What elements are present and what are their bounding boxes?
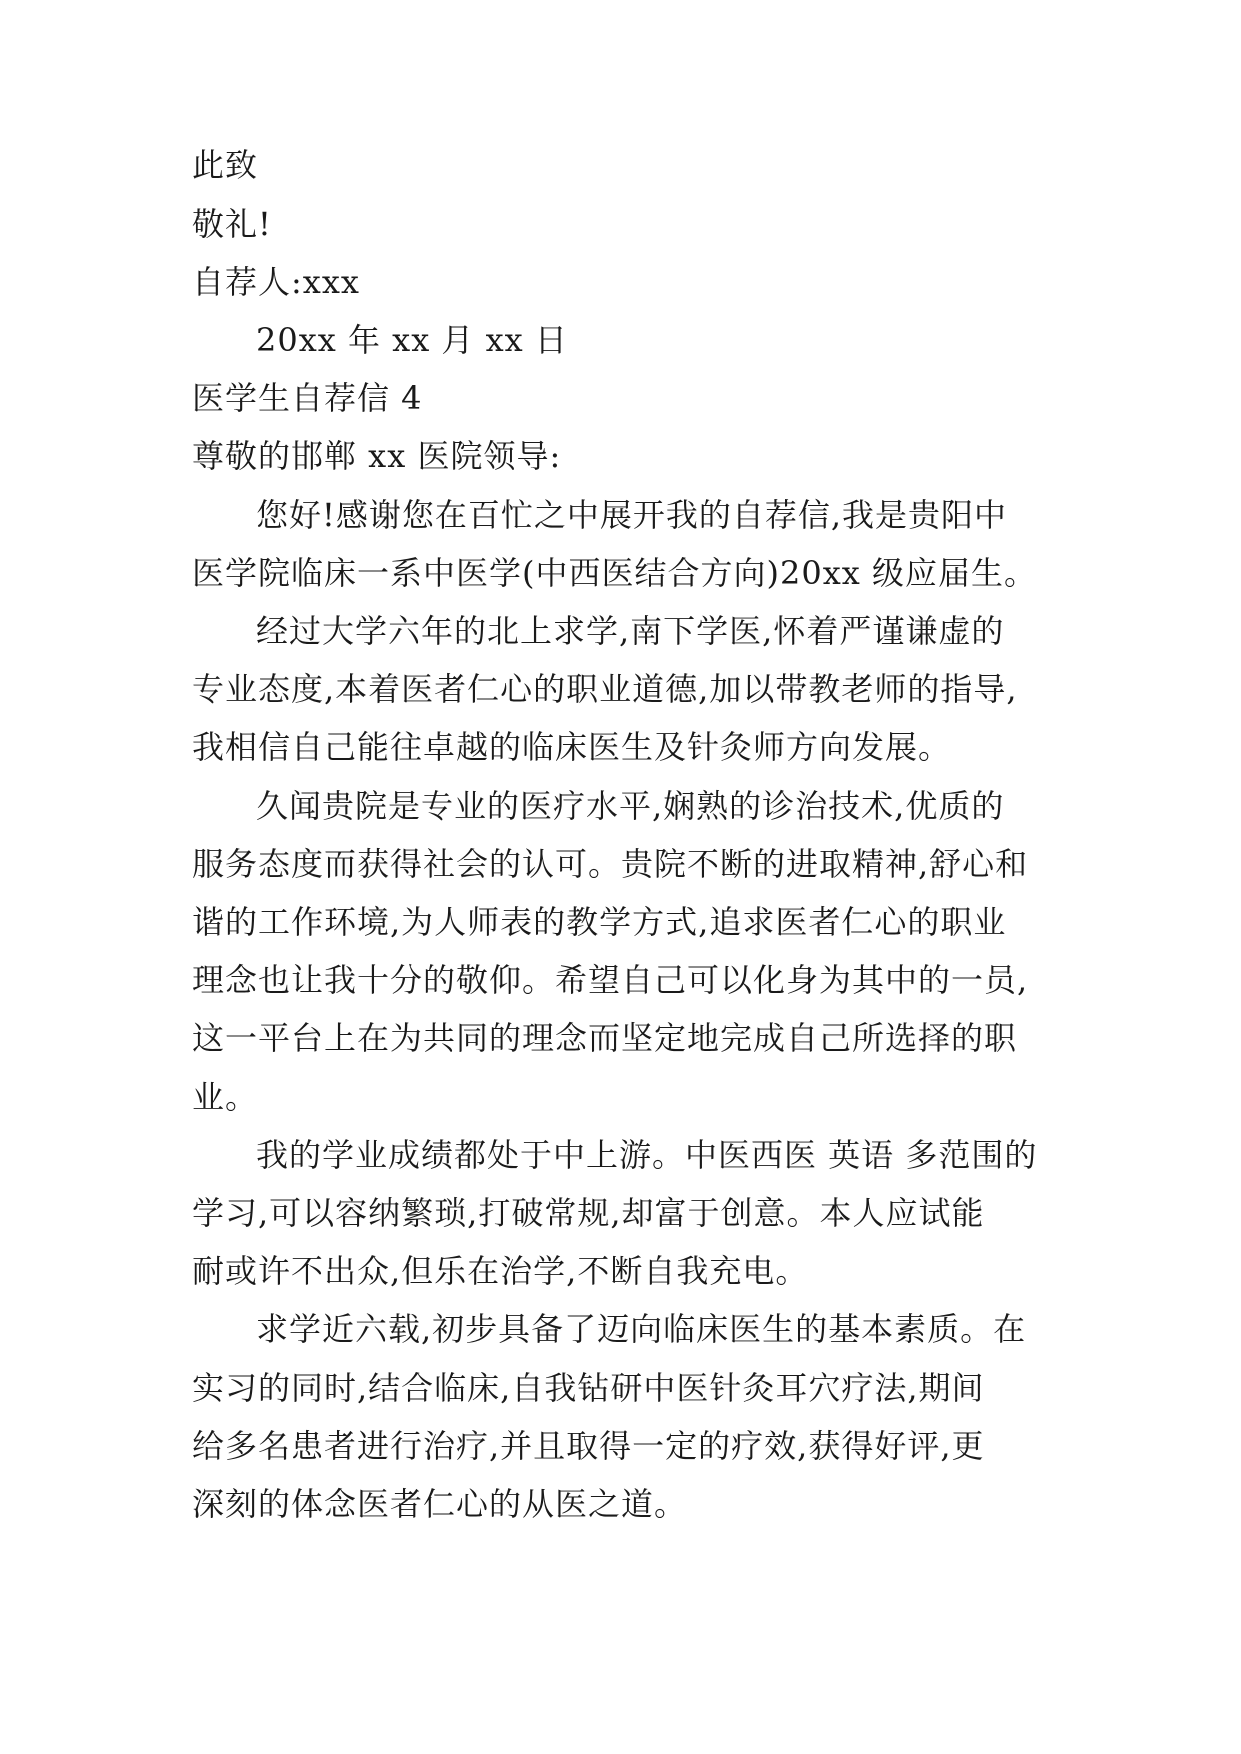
paragraph-line: 经过大学六年的北上求学,南下学医,怀着严谨谦虚的 xyxy=(256,612,1005,650)
paragraph-line: 您好!感谢您在百忙之中展开我的自荐信,我是贵阳中 xyxy=(256,496,1008,534)
paragraph-line: 实习的同时,结合临床,自我钻研中医针灸耳穴疗法,期间 xyxy=(192,1369,985,1407)
date-line: 20xx 年 xx 月 xx 日 xyxy=(256,321,568,359)
letter-greeting: 尊敬的邯郸 xx 医院领导: xyxy=(192,437,562,475)
paragraph-line: 业。 xyxy=(192,1078,259,1116)
paragraph-line: 求学近六载,初步具备了迈向临床医生的基本素质。在 xyxy=(256,1310,1027,1348)
paragraph-line: 这一平台上在为共同的理念而坚定地完成自己所选择的职 xyxy=(192,1019,1018,1057)
paragraph-line: 给多名患者进行治疗,并且取得一定的疗效,获得好评,更 xyxy=(192,1427,985,1465)
paragraph-line: 我的学业成绩都处于中上游。中医西医 英语 多范围的 xyxy=(256,1136,1038,1174)
paragraph-line: 专业态度,本着医者仁心的职业道德,加以带教老师的指导, xyxy=(192,670,1018,708)
paragraph-line: 谐的工作环境,为人师表的教学方式,追求医者仁心的职业 xyxy=(192,903,1007,941)
paragraph-line: 深刻的体念医者仁心的从医之道。 xyxy=(192,1485,688,1523)
paragraph-line: 理念也让我十分的敬仰。希望自己可以化身为其中的一员, xyxy=(192,961,1029,999)
paragraph-line: 耐或许不出众,但乐在治学,不断自我充电。 xyxy=(192,1252,809,1290)
paragraph-line: 服务态度而获得社会的认可。贵院不断的进取精神,舒心和 xyxy=(192,845,1029,883)
closing-salutation: 此致 xyxy=(192,146,259,184)
paragraph-line: 学习,可以容纳繁琐,打破常规,却富于创意。本人应试能 xyxy=(192,1194,985,1232)
paragraph-line: 久闻贵院是专业的医疗水平,娴熟的诊治技术,优质的 xyxy=(256,787,1005,825)
letter-title: 医学生自荐信 4 xyxy=(192,379,423,417)
paragraph-line: 我相信自己能往卓越的临床医生及针灸师方向发展。 xyxy=(192,728,952,766)
signer-line: 自荐人:xxx xyxy=(192,263,360,301)
closing-regards: 敬礼! xyxy=(192,205,272,243)
paragraph-line: 医学院临床一系中医学(中西医结合方向)20xx 级应届生。 xyxy=(192,554,1037,592)
